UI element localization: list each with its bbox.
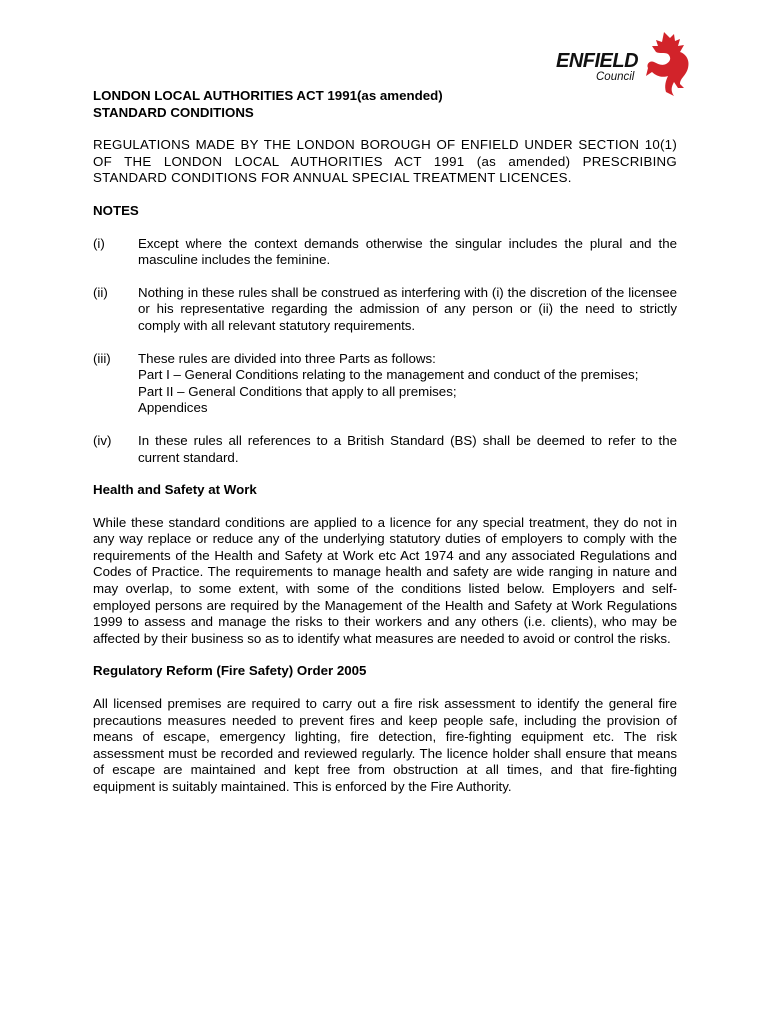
section-body-fire-safety: All licensed premises are required to carry out a fire risk assessment to identify the general fire precautions measures needed to prevent fires and keep people safe, including the provision of means of escape, emergency lighting, fire detection, fire-fighting equipment etc. The risk assessment must be recorded and reviewed regularly. The licence holder shall ensure that means of escape are maintained and kept free from obstruction at all times, and that fire-fighting equipment is suitably maintained. This is enforced by the Fire Authority. <box>93 696 677 794</box>
notes-heading: NOTES <box>93 202 139 218</box>
note-number: (ii) <box>93 284 108 300</box>
section-body-health-safety: While these standard conditions are applied to a licence for any special treatment, they do not in any way replace or reduce any of the underlying statutory duties of employers to comply with the requirements of the Health and Safety at Work etc Act 1974 and any associated Regulations and Codes of Practice. The requirements to manage health and safety are wide ranging in nature and may overlap, to some extent, with some of the conditions listed below. Employers and self-employed persons are required by the Management of the Health and Safety at Work Regulations 1999 to assess and manage the risks to their workers and any others (i.e. clients), who may be affected by their business so as to identify what measures are needed to avoid or control the risks. <box>93 514 677 646</box>
note-number: (iv) <box>93 432 112 448</box>
note-number: (i) <box>93 235 105 251</box>
section-heading-health-safety: Health and Safety at Work <box>93 482 257 498</box>
note-iii <box>93 351 677 417</box>
title-line-1: LONDON LOCAL AUTHORITIES ACT 1991(as amended) <box>93 88 443 103</box>
note-text: Appendices <box>138 400 208 416</box>
logo-name: ENFIELD <box>556 50 639 72</box>
regulations-paragraph: REGULATIONS MADE BY THE LONDON BOROUGH OF ENFIELD UNDER SECTION 10(1) OF THE LONDON LOCAL AUTHORITIES ACT 1991 (as amended) PRESCRIBING STANDARD CONDITIONS FOR ANNUAL SPECIAL TREATMENT LICENCES. <box>93 137 677 186</box>
document-body <box>93 88 677 796</box>
note-text: Part II – General Conditions that apply to all premises; <box>138 383 457 399</box>
note-iv <box>93 433 677 466</box>
note-text: These rules are divided into three Parts as follows: <box>138 350 436 366</box>
note-ii <box>93 285 677 335</box>
note-text: In these rules all references to a British Standard (BS) shall be deemed to refer to the current standard. <box>138 432 677 465</box>
logo-subtitle: Council <box>596 71 635 83</box>
note-text: Part I – General Conditions relating to the management and conduct of the premises; <box>138 367 639 383</box>
note-text: Except where the context demands otherwise the singular includes the plural and the masculine includes the feminine. <box>138 235 677 268</box>
title-line-2: STANDARD CONDITIONS <box>93 104 254 120</box>
note-text: Nothing in these rules shall be construed as interfering with (i) the discretion of the licensee or his representative regarding the admission of any person or (ii) the need to strictly comply with all relevant statutory requirements. <box>138 284 677 333</box>
note-i <box>93 236 677 269</box>
note-number: (iii) <box>93 350 111 366</box>
section-heading-fire-safety: Regulatory Reform (Fire Safety) Order 2005 <box>93 663 367 679</box>
